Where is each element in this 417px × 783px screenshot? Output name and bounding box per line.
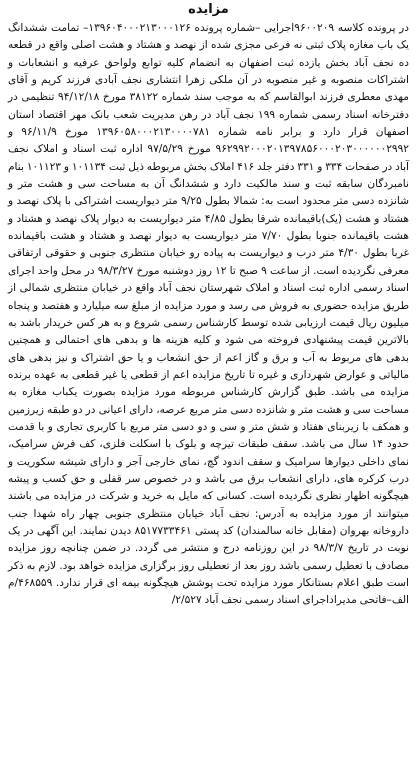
notice-title: مزایده: [188, 2, 229, 17]
notice-body: در پرونده کلاسه ۹۶۰۰۲۰۹اجرایی –شماره پرونده ۱۳۹۶۰۴۰۰۰۲۱۳۰۰۰۱۲۶– تمامت ششدانگ یک باب مغازه پلاک ثبتی نه فرعی مجزی شده از نهصد و هشتاد و هشت اصلی واقع در قطعه ده نجف آباد بخش یازده ثبت اصفهان به انضمام کلیه توابع ولواحق عرفیه و انشعابات و اشتراکات منصوبه و غیر منصوبه در آن ملکی زهرا انتشاری نجف آبادی فرزند کریم و آقای مهدی معطری فرزند ابوالقاسم که به موجب سند شماره ۳۸۱۲۲ مورخ ۹۴/۱۲/۱۸ تنظیمی در دفترخانه اسناد رسمی شماره ۱۹۹ نجف آباد در رهن مدیریت شعب بانک مهر اقتصاد استان اصفهان قرار دارد و برابر نامه شماره ۱۳۹۶۰۵۸۰۰۰۲۱۳۰۰۰۰۷۸۱ مورخ ۹۶/۱۱/۹ و ۹۶۲۹۹۲۰۰۰۲۰۱۳۹۷۸۵۶۰۰۰۲۰۳۰۰۰۰۰۰۲۹۹۲ مورخ ۹۷/۵/۲۹ اداره ثبت اسناد و املاک نجف آباد در صفحات ۳۳۴ و ۳۳۱ دفتر جلد ۴۱۶ املاک بخش مربوطه ذیل ثبت ۱۰۱۱۳۴ و ۱۰۱۱۲۳ بنام نامبردگان سابقه ثبت و سند مالکیت دارد و ششدانگ آن به مساحت سی و هشت متر و شانزده دسی متر محدود است به: شمالا بطول ۹/۲۵ متر دیواریست اشتراکی با پلاک نهصد و هشتاد و هشت (یک)باقیمانده شرقا بطول ۴/۸۵ متر دیواریست به دیوار پلاک نهصد و هشتاد و هشت باقیمانده جنوبا بطول ۷/۷۰ متر دیواریست به دیوار نهصد و هشتاد و هشت باقیمانده غربا بطول ۴/۳۰ متر درب و دیواریست به پیاده رو خیابان منتظری جنوبی و حقوقی ارتفاقی معرفی نگردیده است. از ساعت ۹ صبح تا ۱۲ روز دوشنبه مورخ ۹۸/۳/۲۷ در محل واحد اجرای اسناد رسمی اداره ثبت اسناد و املاک شهرستان نجف آباد واقع در خیابان منتظری شمالی از طریق مزایده حضوری به فروش می رسد و مورد مزایده از مبلغ سه میلیارد و هفتصد و پنجاه میلیون ریال قیمت ارزیابی شده توسط کارشناس رسمی شروع و به هر کس خریدار باشد به بالاترین قیمت پیشنهادی فروخته می شود و کلیه هزینه ها و بدهی های احتمالی و همچنین بدهی های مربوط به آب و برق و گاز اعم از حق انشعاب و یا حق اشتراک و نیز بدهی های مالیاتی و عوارض شهرداری و غیره تا تاریخ مزایده اعم از قطعی یا غیر قطعی به عهده برنده مزایده می باشد. طبق گزارش کارشناس مربوطه مورد مزایده بصورت یکباب مغازه به مساحت سی و هشت متر و شانزده دسی متر مربع عرصه، دارای اعیانی در دو طبقه زیرزمین و همکف با زیربنای هفتاد و شش متر و سی و دو دسی متر مربع با کاربری تجاری و با قدمت حدود ۱۴ سال می باشد. سقف طبقات تیرچه و بلوک با اسکلت فلزی، کف فرش سرامیک، نمای داخلی دیوارها سرامیک و سقف اندود گچ، نمای خارجی آجر و دارای شیشه سکوریت و درب کرکره های، دارای انشعاب برق می باشد و در خصوص سر قفلی و حق کسب و پیشه هیچگونه اظهار نظری نگردیده است. کسانی که مایل به خرید و شرکت در مزایده می باشند میتوانند از مورد مزایده به آدرس: نجف آباد خیابان منتظری جنوبی چهار راه شهدا جنب داروخانه بهروان (مقابل خانه سالمندان) کد پستی ۸۵۱۷۷۳۳۴۶۱ دیدن نمایند. این آگهی در یک نوبت در تاریخ ۹۸/۳/۷ در این روزنامه درج و منتشر می گردد. در ضمن چنانچه روز مزایده مصادف با تعطیل رسمی باشد روز بعد از تعطیلی روز برگزاری مزایده خواهد بود. لازم به ذکر است طبق اعلام بستانکار مورد مزایده تحت پوشش هیچگونه بیمه ای قرار ندارد. ۴۶۸۵۵۹/م الف–فاتحی مدیراداجرای اسناد رسمی نجف آباد ۲/۵۲۷/: [8, 22, 410, 607]
